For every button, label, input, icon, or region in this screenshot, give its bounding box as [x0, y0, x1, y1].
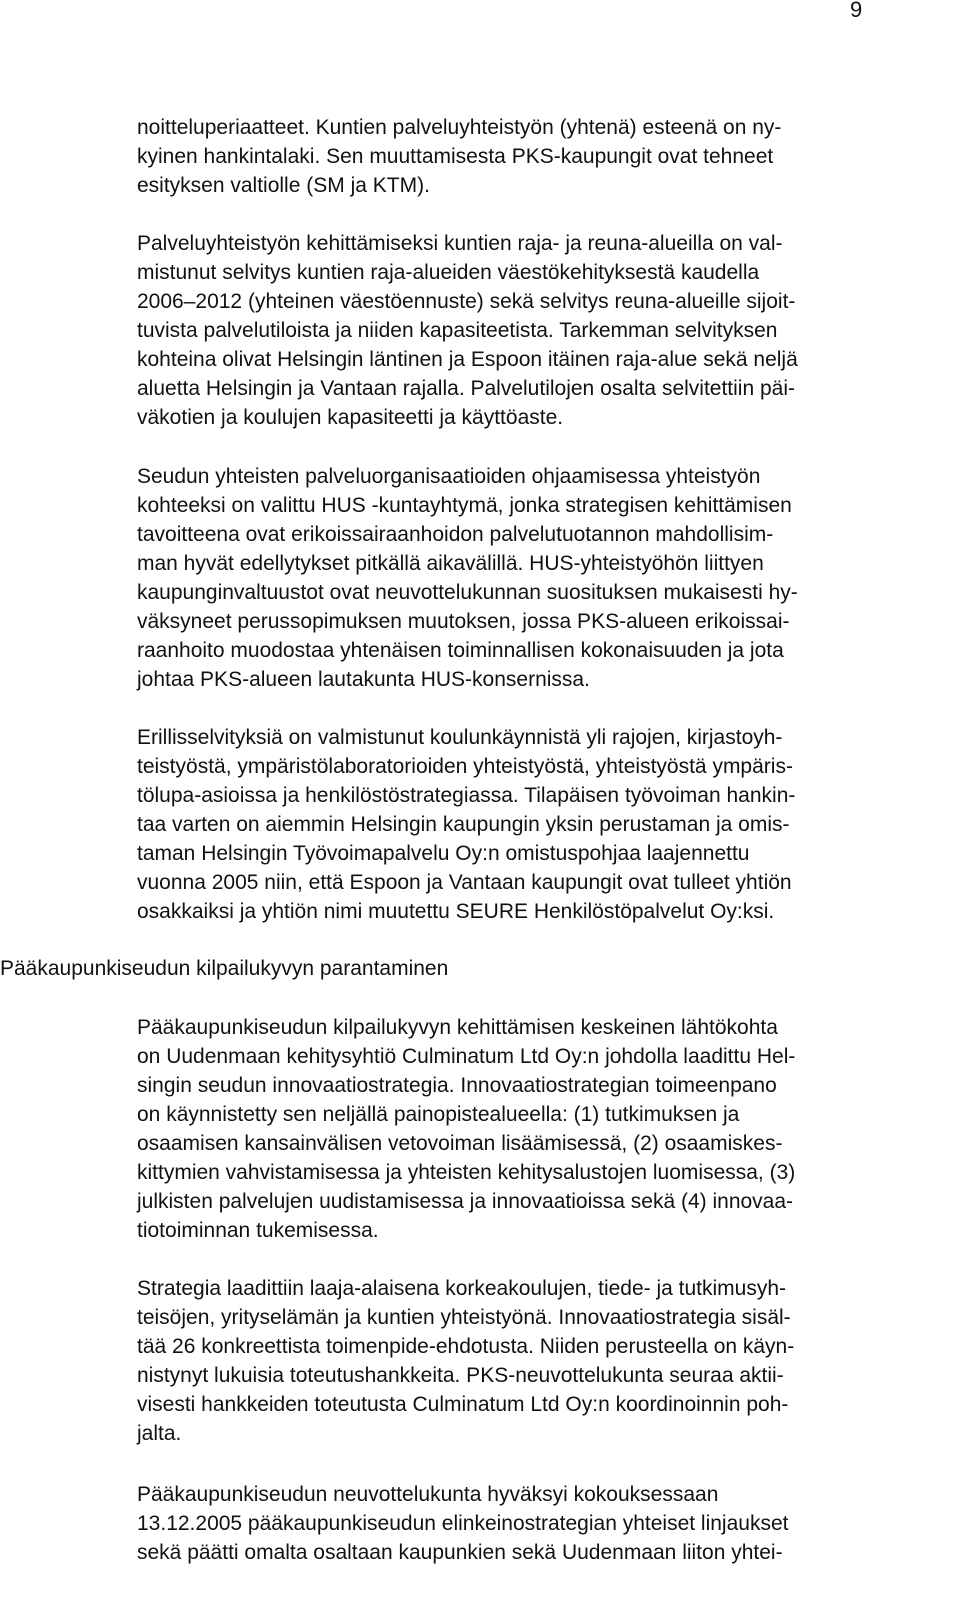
text-line: taman Helsingin Työvoimapalvelu Oy:n omistuspohjaa laajennettu [137, 842, 750, 865]
text-line: kyinen hankintalaki. Sen muuttamisesta PKS-kaupungit ovat tehneet [137, 145, 774, 168]
text-line: sekä päätti omalta osaltaan kaupunkien sekä Uudenmaan liiton yhtei- [137, 1541, 783, 1564]
text-line: visesti hankkeiden toteutusta Culminatum Ltd Oy:n koordinoinnin poh- [137, 1393, 789, 1416]
text-line: 2006–2012 (yhteinen väestöennuste) sekä selvitys reuna-alueille sijoit- [137, 290, 796, 313]
text-line: Pääkaupunkiseudun kilpailukyvyn kehittämisen keskeinen lähtökohta [137, 1016, 778, 1039]
text-line: teisöjen, yrityselämän ja kuntien yhteistyönä. Innovaatiostrategia sisäl- [137, 1306, 791, 1329]
text-line: julkisten palvelujen uudistamisessa ja innovaatioissa sekä (4) innovaa- [137, 1190, 794, 1213]
text-line: kittymien vahvistamisessa ja yhteisten kehitysalustojen luomisessa, (3) [137, 1161, 796, 1184]
text-line: taa varten on aiemmin Helsingin kaupungin yksin perustaman ja omis- [137, 813, 790, 836]
text-line: man hyvät edellytykset pitkällä aikavälillä. HUS-yhteistyöhön liittyen [137, 552, 764, 575]
text-line: Strategia laadittiin laaja-alaisena korkeakoulujen, tiede- ja tutkimusyh- [137, 1277, 787, 1300]
text-line: tiotoiminnan tukemisessa. [137, 1219, 379, 1242]
text-line: Pääkaupunkiseudun neuvottelukunta hyväksyi kokouksessaan [137, 1483, 719, 1506]
text-line: on käynnistetty sen neljällä painopistealueella: (1) tutkimuksen ja [137, 1103, 740, 1126]
text-line: väksyneet perussopimuksen muutoksen, jossa PKS-alueen erikoissai- [137, 610, 790, 633]
text-line: johtaa PKS-alueen lautakunta HUS-konsernissa. [137, 668, 590, 691]
text-line: singin seudun innovaatiostrategia. Innovaatiostrategian toimeenpano [137, 1074, 777, 1097]
text-line: noitteluperiaatteet. Kuntien palveluyhteistyön (yhtenä) esteenä on ny- [137, 116, 782, 139]
text-line: tölupa-asioissa ja henkilöstöstrategiassa. Tilapäisen työvoiman hankin- [137, 784, 796, 807]
text-line: Seudun yhteisten palveluorganisaatioiden ohjaamisessa yhteistyön [137, 465, 761, 488]
text-line: Palveluyhteistyön kehittämiseksi kuntien raja- ja reuna-alueilla on val- [137, 232, 783, 255]
text-line: on Uudenmaan kehitysyhtiö Culminatum Ltd Oy:n johdolla laadittu Hel- [137, 1045, 796, 1068]
text-line: osakkaiksi ja yhtiön nimi muutettu SEURE Henkilöstöpalvelut Oy:ksi. [137, 900, 775, 923]
text-line: nistynyt lukuisia toteutushankkeita. PKS-neuvottelukunta seuraa aktii- [137, 1364, 784, 1387]
section-heading: Pääkaupunkiseudun kilpailukyvyn parantaminen [0, 957, 449, 980]
text-line: tavoitteena ovat erikoissairaanhoidon palvelutuotannon mahdollisim- [137, 523, 774, 546]
text-line: kohteina olivat Helsingin läntinen ja Espoon itäinen raja-alue sekä neljä [137, 348, 798, 371]
page-number: 9 [850, 0, 863, 22]
text-line: aluetta Helsingin ja Vantaan rajalla. Palvelutilojen osalta selvitettiin päi- [137, 377, 795, 400]
text-line: teistyöstä, ympäristölaboratorioiden yhteistyöstä, yhteistyöstä ympäris- [137, 755, 793, 778]
text-line: kaupunginvaltuustot ovat neuvottelukunnan suosituksen mukaisesti hy- [137, 581, 798, 604]
text-line: osaamisen kansainvälisen vetovoiman lisäämisessä, (2) osaamiskes- [137, 1132, 783, 1155]
text-line: tää 26 konkreettista toimenpide-ehdotusta. Niiden perusteella on käyn- [137, 1335, 795, 1358]
text-line: 13.12.2005 pääkaupunkiseudun elinkeinostrategian yhteiset linjaukset [137, 1512, 789, 1535]
text-line: jalta. [137, 1422, 182, 1445]
text-line: raanhoito muodostaa yhtenäisen toiminnallisen kokonaisuuden ja jota [137, 639, 784, 662]
text-line: Erillisselvityksiä on valmistunut koulunkäynnistä yli rajojen, kirjastoyh- [137, 726, 783, 749]
text-line: vuonna 2005 niin, että Espoon ja Vantaan kaupungit ovat tulleet yhtiön [137, 871, 792, 894]
text-line: esityksen valtiolle (SM ja KTM). [137, 174, 430, 197]
text-line: mistunut selvitys kuntien raja-alueiden väestökehityksestä kaudella [137, 261, 760, 284]
text-line: kohteeksi on valittu HUS -kuntayhtymä, jonka strategisen kehittämisen [137, 494, 792, 517]
text-line: tuvista palvelutiloista ja niiden kapasiteetista. Tarkemman selvityksen [137, 319, 778, 342]
text-line: väkotien ja koulujen kapasiteetti ja käyttöaste. [137, 406, 564, 429]
